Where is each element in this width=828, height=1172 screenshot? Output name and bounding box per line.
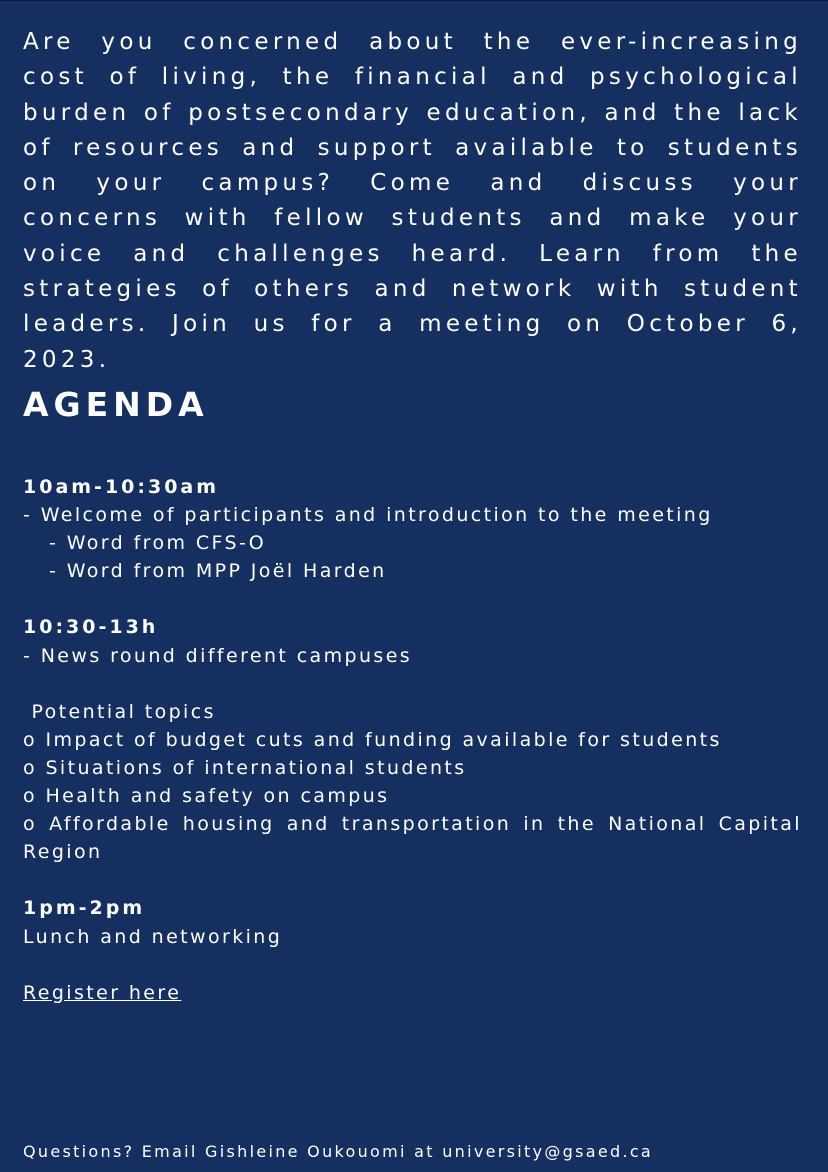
agenda-list (23, 473, 802, 1007)
session-1-time: 10am-10:30am (23, 476, 220, 498)
topic-item: o Health and safety on campus (23, 785, 390, 808)
agenda-heading: AGENDA (23, 385, 209, 424)
topic-item: o Situations of international students (23, 756, 467, 779)
intro-paragraph: Are you concerned about the ever-increasing cost of living, the financial and psychological burden of postsecondary education, and the lack of resources and support available to students on your campus? Come and discuss your concerns with fellow students and make your voice and challenges heard. Learn from the strategies of others and network with student leaders. Join us for a meeting on October 6, 2023. (23, 29, 802, 373)
session-3-description: Lunch and networking (23, 925, 283, 948)
session-1-subitem: - Word from MPP Joël Harden (49, 560, 387, 583)
register-link[interactable]: Register here (23, 981, 182, 1004)
contact-footer: Questions? Email Gishleine Oukouomi at university@gsaed.ca (23, 1142, 654, 1161)
session-1-subitem: - Word from CFS-O (49, 532, 267, 555)
topics-label: Potential topics (23, 700, 216, 723)
session-1-description: - Welcome of participants and introduction to the meeting (23, 504, 713, 527)
session-2-description: - News round different campuses (23, 644, 413, 667)
topic-item: o Impact of budget cuts and funding available for students (23, 728, 722, 751)
session-3-time: 1pm-2pm (23, 897, 146, 920)
session-2-time: 10:30-13h (23, 616, 159, 639)
topic-item: o Affordable housing and transportation in the National Capital Region (23, 813, 802, 864)
